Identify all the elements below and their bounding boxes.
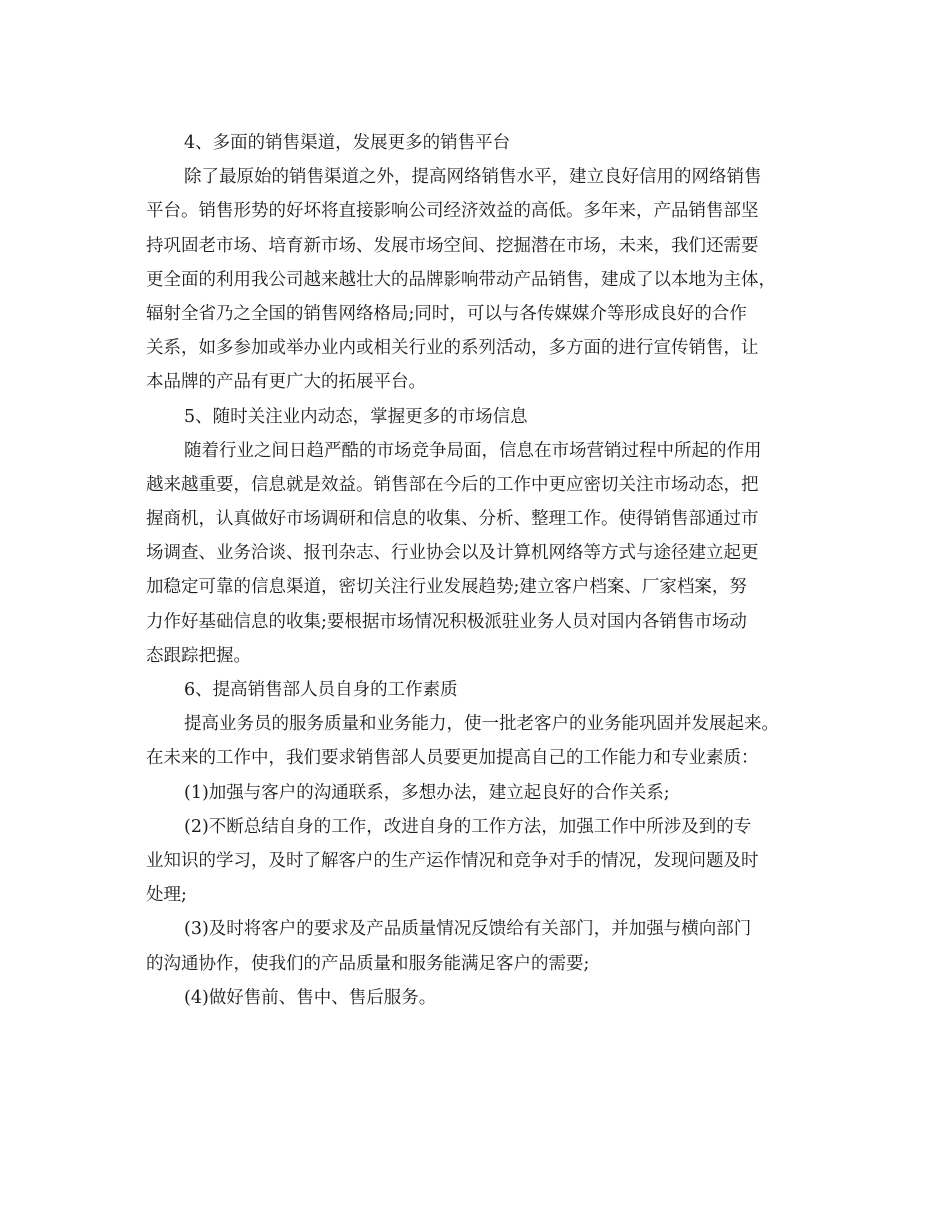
paragraph-line: 辐射全省乃之全国的销售网络格局;同时，可以与各传媒媒介等形成良好的合作	[146, 303, 747, 324]
section-heading-6: 6、提高销售部人员自身的工作素质	[184, 680, 458, 700]
paragraph-line: 越来越重要，信息就是效益。销售部在今后的工作中更应密切关注市场动态，把	[146, 474, 759, 495]
list-item-1: (1)加强与客户的沟通联系，多想办法，建立起良好的合作关系;	[184, 782, 670, 803]
paragraph-line: 持巩固老市场、培育新市场、发展市场空间、挖掘潜在市场，未来，我们还需要	[146, 235, 759, 256]
paragraph-line: 加稳定可靠的信息渠道，密切关注行业发展趋势;建立客户档案、厂家档案，努	[146, 577, 747, 598]
paragraph-line: 业知识的学习，及时了解客户的生产运作情况和竞争对手的情况，发现问题及时	[146, 850, 759, 871]
paragraph-line: 关系，如多参加或举办业内或相关行业的系列活动，多方面的进行宣传销售，让	[146, 338, 759, 359]
paragraph-line: 处理;	[146, 885, 187, 906]
paragraph-line: 力作好基础信息的收集;要根据市场情况积极派驻业务人员对国内各销售市场动	[146, 611, 747, 632]
paragraph-line: 握商机，认真做好市场调研和信息的收集、分析、整理工作。使得销售部通过市	[146, 509, 759, 530]
paragraph-line: 平台。销售形势的好坏将直接影响公司经济效益的高低。多年来，产品销售部坚	[146, 201, 759, 222]
document-body	[146, 126, 810, 1015]
list-item-3: (3)及时将客户的要求及产品质量情况反馈给有关部门，并加强与横向部门	[184, 919, 752, 940]
paragraph-line: 场调查、业务洽谈、报刊杂志、行业协会以及计算机网络等方式与途径建立起更	[146, 543, 759, 564]
section-heading-4: 4、多面的销售渠道，发展更多的销售平台	[184, 133, 511, 153]
list-item-2: (2)不断总结自身的工作，改进自身的工作方法，加强工作中所涉及到的专	[184, 816, 752, 837]
paragraph-line: 态跟踪把握。	[146, 645, 251, 666]
paragraph-line: 更全面的利用我公司越来越壮大的品牌影响带动产品销售，建成了以本地为主体，	[146, 269, 776, 290]
paragraph-line: 提高业务员的服务质量和业务能力，使一批老客户的业务能巩固并发展起来。	[184, 714, 779, 735]
paragraph-line: 除了最原始的销售渠道之外，提高网络销售水平，建立良好信用的网络销售	[184, 167, 762, 188]
paragraph-line: 在未来的工作中，我们要求销售部人员要更加提高自己的工作能力和专业素质：	[146, 748, 759, 769]
section-heading-5: 5、随时关注业内动态，掌握更多的市场信息	[184, 406, 528, 427]
paragraph-line: 的沟通协作，使我们的产品质量和服务能满足客户的需要;	[146, 953, 590, 974]
paragraph-line: 随着行业之间日趋严酷的市场竞争局面，信息在市场营销过程中所起的作用	[184, 440, 762, 461]
paragraph-line: 本品牌的产品有更广大的拓展平台。	[146, 372, 426, 393]
list-item-4: (4)做好售前、售中、售后服务。	[184, 987, 437, 1008]
